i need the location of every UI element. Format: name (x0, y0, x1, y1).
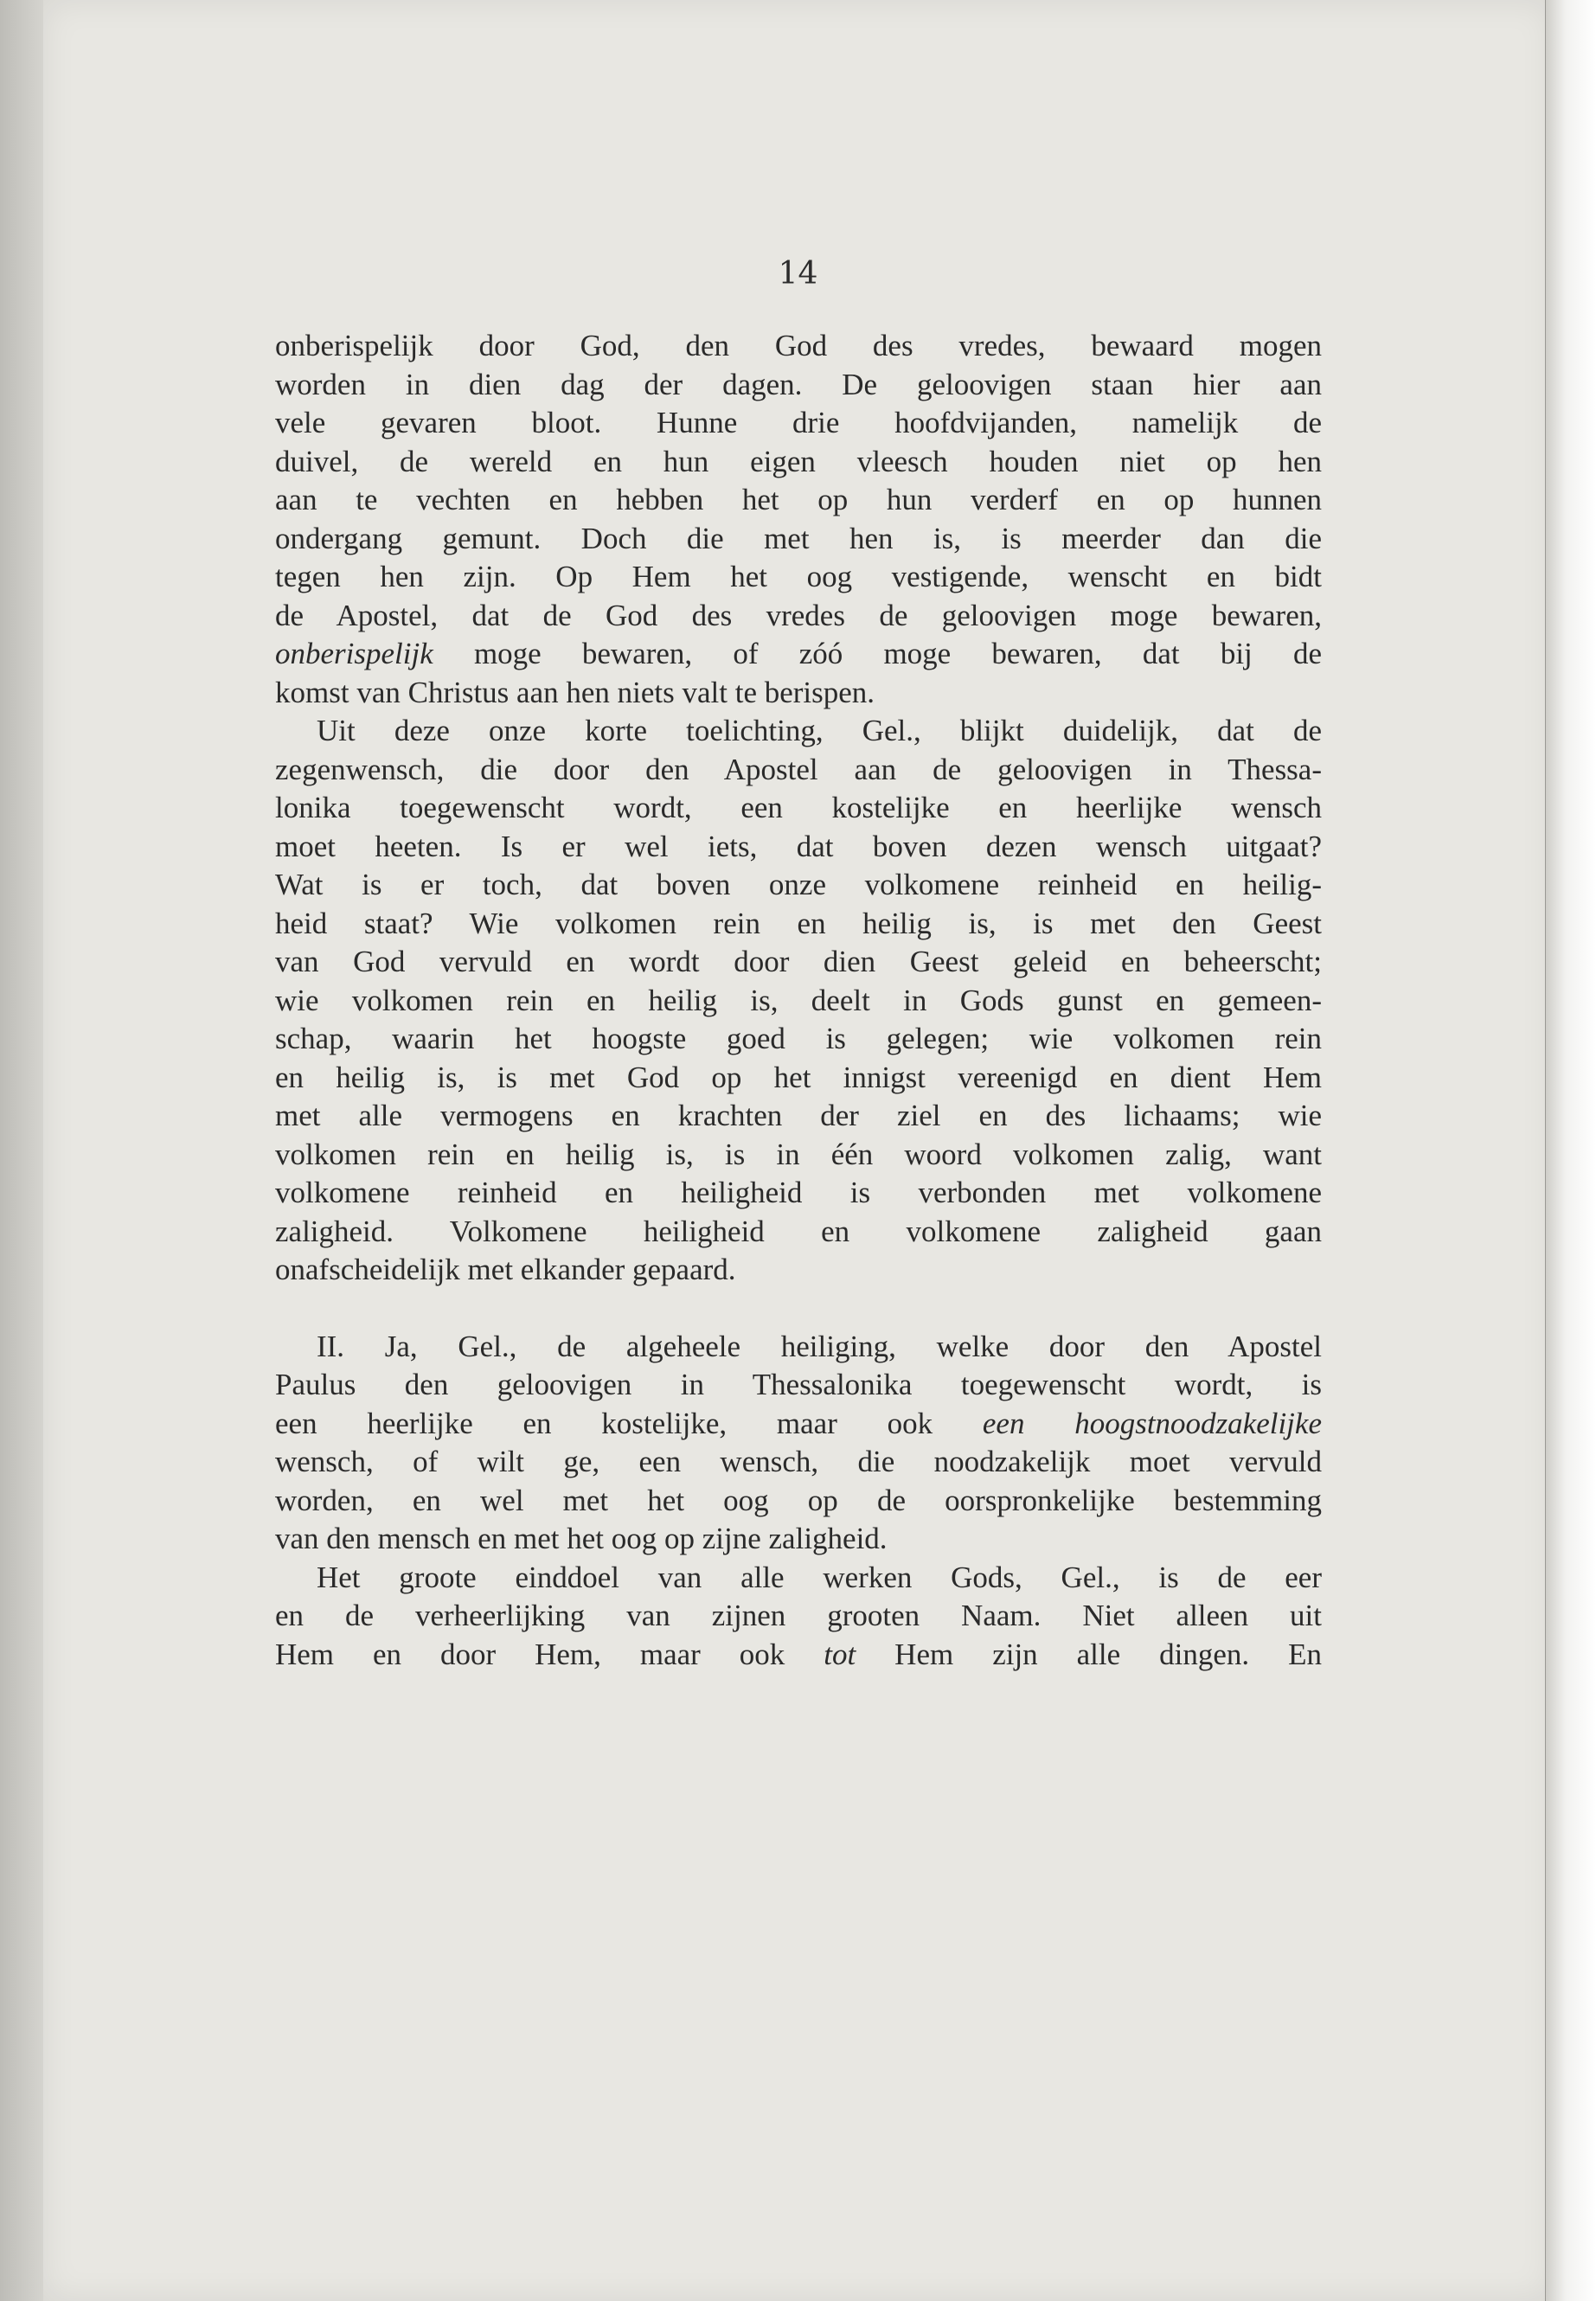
text-line: volkomene reinheid en heiligheid is verbonden met volkomene (275, 1176, 1322, 1209)
text-line: ondergang gemunt. Doch die met hen is, is meerder dan die (275, 521, 1322, 555)
text-line: zegenwensch, die door den Apostel aan de geloovigen in Thessa- (275, 752, 1322, 786)
text-line: worden in dien dag der dagen. De geloovigen staan hier aan (275, 367, 1322, 401)
text-line: Wat is er toch, dat boven onze volkomene reinheid en heilig- (275, 868, 1322, 901)
text-line: wie volkomen rein en heilig is, deelt in Gods gunst en gemeen- (275, 983, 1322, 1017)
text-line: een heerlijke en kostelijke, maar ook een hoogstnoodzakelijke (275, 1406, 1322, 1440)
text-line: schap, waarin het hoogste goed is gelegen; wie volkomen rein (275, 1022, 1322, 1055)
text-line: van den mensch en met het oog op zijne zaligheid. (275, 1522, 888, 1555)
text-line: II. Ja, Gel., de algeheele heiliging, welke door den Apostel (317, 1329, 1322, 1363)
text-line: lonika toegewenscht wordt, een kostelijke en heerlijke wensch (275, 791, 1322, 824)
text-line: onberispelijk door God, den God des vredes, bewaard mogen (275, 329, 1322, 362)
text-line: moet heeten. Is er wel iets, dat boven dezen wensch uitgaat? (275, 829, 1322, 863)
text-line: heid staat? Wie volkomen rein en heilig is, is met den Geest (275, 906, 1322, 940)
page-right-margin (1546, 0, 1596, 2301)
text-line: en de verheerlijking van zijnen grooten Naam. Niet alleen uit (275, 1599, 1322, 1632)
text-line: Het groote einddoel van alle werken Gods, Gel., is de eer (317, 1560, 1322, 1594)
body-text (275, 327, 1322, 1674)
text-line: volkomen rein en heilig is, is in één woord volkomen zalig, want (275, 1137, 1322, 1171)
text-line: duivel, de wereld en hun eigen vleesch houden niet op hen (275, 444, 1322, 478)
text-line: worden, en wel met het oog op de oorspronkelijke bestemming (275, 1483, 1322, 1517)
text-line: wensch, of wilt ge, een wensch, die noodzakelijk moet vervuld (275, 1445, 1322, 1478)
text-line: tegen hen zijn. Op Hem het oog vestigende, wenscht en bidt (275, 560, 1322, 593)
paragraph-gap (275, 1290, 1322, 1328)
text-line: komst van Christus aan hen niets valt te berispen. (275, 675, 875, 709)
page-left-edge (0, 0, 45, 2301)
text-line: Uit deze onze korte toelichting, Gel., blijkt duidelijk, dat de (317, 714, 1322, 747)
text-line: en heilig is, is met God op het innigst vereenigd en dient Hem (275, 1060, 1322, 1094)
text-line: van God vervuld en wordt door dien Geest geleid en beheerscht; (275, 945, 1322, 978)
italic-text: tot (824, 1637, 856, 1671)
text-line: met alle vermogens en krachten der ziel en des lichaams; wie (275, 1099, 1322, 1132)
text-line: vele gevaren bloot. Hunne drie hoofdvijanden, namelijk de (275, 406, 1322, 439)
text-line: onberispelijk moge bewaren, of zóó moge bewaren, dat bij de (275, 637, 1322, 670)
text-line: Hem en door Hem, maar ook tot Hem zijn alle dingen. En (275, 1637, 1322, 1671)
text-line: zaligheid. Volkomene heiligheid en volkomene zaligheid gaan (275, 1214, 1322, 1248)
italic-text: onberispelijk (275, 637, 433, 670)
text-line: Paulus den geloovigen in Thessalonika toegewenscht wordt, is (275, 1368, 1322, 1401)
italic-text: een hoogstnoodzakelijke (982, 1406, 1322, 1440)
text-line: aan te vechten en hebben het op hun verderf en op hunnen (275, 483, 1322, 516)
text-line: de Apostel, dat de God des vredes de geloovigen moge bewaren, (275, 598, 1322, 632)
page-number: 14 (778, 256, 818, 292)
text-line: onafscheidelijk met elkander gepaard. (275, 1253, 736, 1286)
